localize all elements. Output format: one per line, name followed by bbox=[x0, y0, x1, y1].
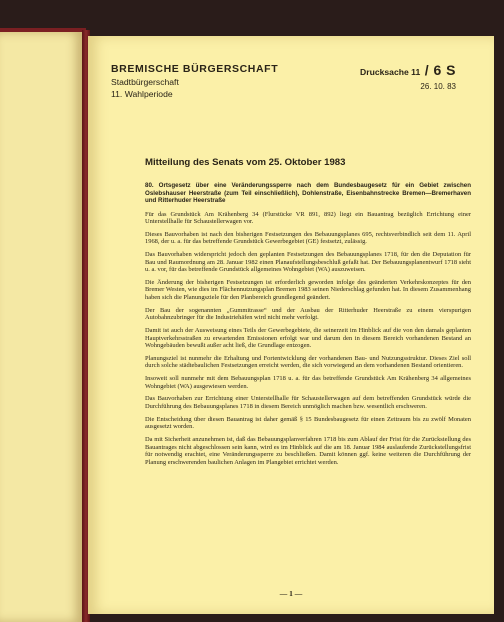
paragraph: Die Entscheidung über diesen Bauantrag ist daher gemäß § 15 Bundesbaugesetz für einen Zeitraum bis zu zwölf Monaten ausgesetzt worden. bbox=[145, 415, 471, 431]
paragraph: Damit ist auch der Ausweisung eines Teils der Gewerbegebiete, die seinerzeit im Hinblick auf die von den damals geplanten Hauptverkehrsstraßen zu erwartenden Emissionen erfolgt war und darum den in diesem Bereich vorhandenen Bestand an Wohngebäuden bewußt außer acht ließ, die Grundlage entzogen. bbox=[145, 327, 471, 350]
parliament-chamber: Stadtbürgerschaft bbox=[111, 77, 179, 87]
paragraph: Für das Grundstück Am Krähenberg 34 (Flurstücke VR 891, 892) liegt ein Bauantrag bezüglich Errichtung einer Unterstellhalle für Schaustellerwagen vor. bbox=[145, 210, 471, 226]
paragraph: Da mit Sicherheit anzunehmen ist, daß das Bebauungsplanverfahren 1718 bis zum Ablauf der Frist für die Zurückstellung des Bauantrages nicht abgeschlossen sein kann, wird es im Hinblick auf die am 18. Januar 1984 auslaufende Zurückstellungsfrist für notwendig erachtet, eine Veränderungssperre zu beschließen. Damit können ggf. keine weiteren die Durchführung der Planung erschwerenden baulichen Anlagen im Plangebiet errichtet werden. bbox=[145, 435, 471, 466]
parliament-title: BREMISCHE BÜRGERSCHAFT bbox=[111, 63, 279, 75]
page-number: — 1 — bbox=[279, 589, 303, 598]
paragraph: Dieses Bauvorhaben ist nach den bisherigen Festsetzungen des Bebauungsplanes 695, rechtsverbindlich seit dem 11. April 1968, der u. a. für das betreffende Grundstück Gewerbegebiet (GE) festsetzt, zulässig. bbox=[145, 230, 471, 246]
document-heading: Mitteilung des Senats vom 25. Oktober 1983 bbox=[145, 157, 346, 168]
subject-line: 80. Ortsgesetz über eine Veränderungssperre nach dem Bundesbaugesetz für ein Gebiet zwischen Oslebshauser Heerstraße (zum Teil einschließlich), Dohlenstraße, Eisenbahnstrecke Bremen—Bremerhaven und Ritterhuder Heerstraße bbox=[145, 182, 471, 204]
drucksache-label: Drucksache 11 bbox=[360, 67, 421, 77]
paragraph: Planungsziel ist nunmehr die Erhaltung und Fortentwicklung der vorhandenen Bau- und Nutzungsstruktur. Dieses Ziel soll durch solche städtebaulichen Festsetzungen erreicht werden, die sich vorwiegend an dem vorhandenen Bestand orientieren. bbox=[145, 354, 471, 370]
paragraph: Insoweit soll nunmehr mit dem Bebauungsplan 1718 u. a. für das betreffende Grundstück Am Krähenberg 34 allgemeines Wohngebiet (WA) ausgewiesen werden. bbox=[145, 375, 471, 390]
header-right bbox=[360, 62, 456, 91]
document-body bbox=[145, 182, 471, 471]
paragraph: Das Bauvorhaben zur Errichtung einer Unterstellhalle für Schaustellerwagen auf dem betreffenden Grundstück würde die Durchführung des Bebauungsplanes 1718 in diesem Bereich unmöglich machen bzw. wesentlich erschweren. bbox=[145, 395, 471, 410]
paragraph: Der Bau der sogenannten „Gummitrasse“ und der Ausbau der Ritterhuder Heerstraße zu einem vierspurigen Autobahnzubringer für die Industriehäfen wird nicht mehr verfolgt. bbox=[145, 306, 471, 322]
paragraph: Das Bauvorhaben widerspricht jedoch den geplanten Festsetzungen des Bebauungsplanes 1718, für den die Deputation für Bau und Raumordnung am 28. Januar 1982 einen Planaufstellungsbeschluß gefaßt hat. Der Bebauungsplanentwurf 1718 sieht u. a. vor, für das betreffende Grundstück allgemeines Wohngebiet (WA) auszuweisen. bbox=[145, 251, 471, 274]
left-page-edge bbox=[0, 32, 82, 622]
header-left bbox=[111, 63, 278, 99]
document-page bbox=[88, 36, 494, 614]
paragraph: Die Änderung der bisherigen Festsetzungen ist erforderlich geworden infolge des geänderten Verkehrskonzeptes für den Bremer Westen, wie dies im Flächennutzungsplan Bremen 1983 seinen Niederschlag gefunden hat. In diesem Zusammenhang haben sich die Planungsziele für den Planbereich grundlegend geändert. bbox=[145, 278, 471, 301]
drucksache-number: / 6 S bbox=[424, 62, 456, 78]
legislative-period: 11. Wahlperiode bbox=[111, 89, 173, 99]
document-date: 26. 10. 83 bbox=[420, 82, 456, 91]
